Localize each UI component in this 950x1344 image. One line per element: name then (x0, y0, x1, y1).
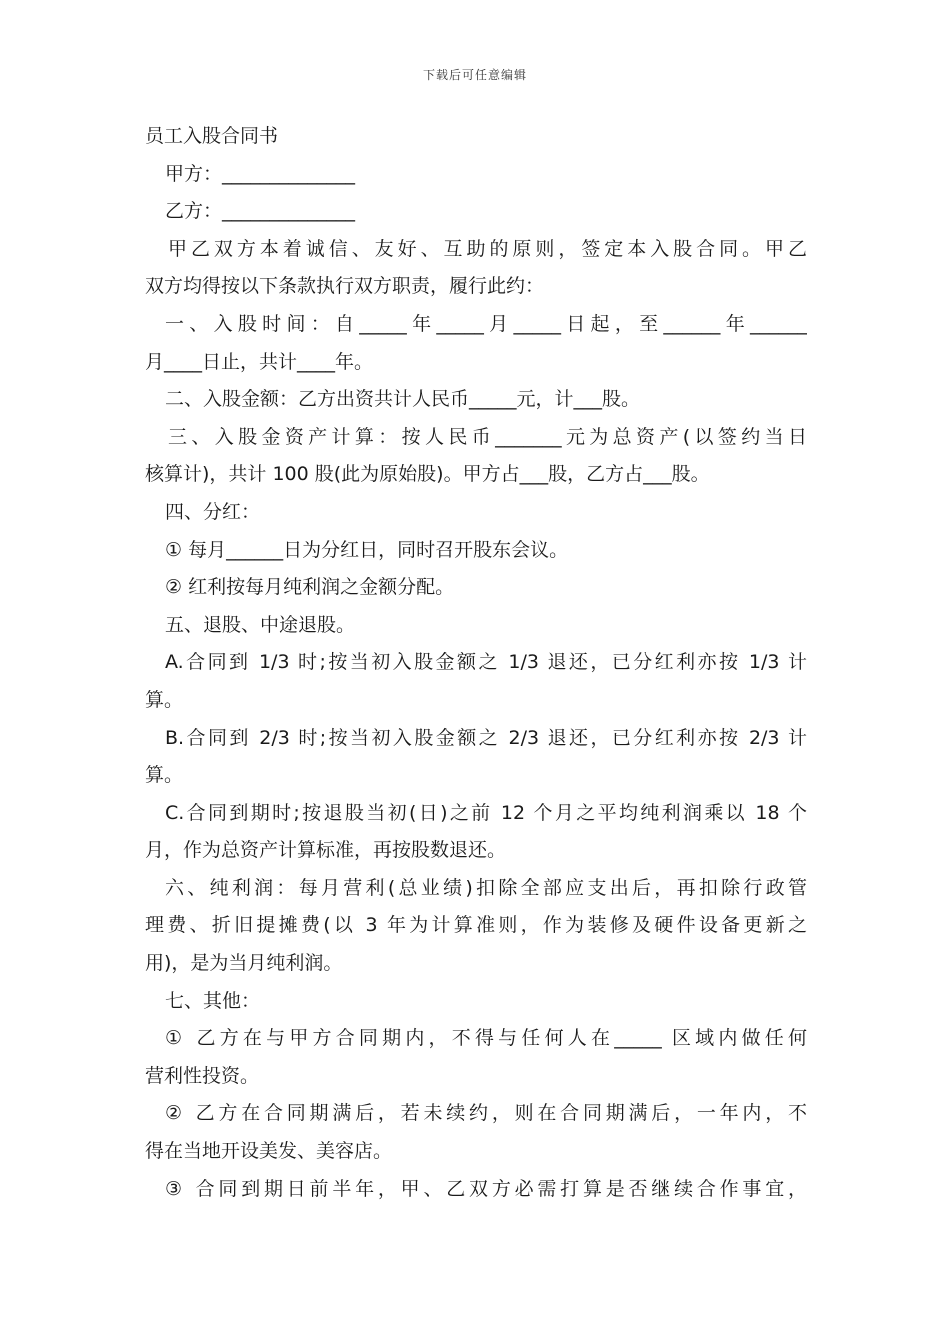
section-3-line-2: 核算计)，共计 100 股(此为原始股)。甲方占___股，乙方占___股。 (145, 463, 710, 486)
party-b-line: 乙方：______________ (165, 200, 356, 223)
section-5-a-line-1: A.合同到 1/3 时;按当初入股金额之 1/3 退还，已分红利亦按 1/3 计 (165, 651, 807, 674)
section-5-heading: 五、退股、中途退股。 (165, 613, 356, 636)
section-6-line-3: 用)，是为当月纯利润。 (145, 952, 343, 975)
party-a-line: 甲方：______________ (165, 162, 356, 185)
section-2-line: 二、入股金额：乙方出资共计人民币_____元，计___股。 (165, 388, 641, 411)
section-5-b-line-1: B.合同到 2/3 时;按当初入股金额之 2/3 退还，已分红利亦按 2/3 计 (165, 726, 807, 749)
document-title: 员工入股合同书 (145, 125, 279, 147)
section-1-line-1: 一、入股时间：自_____年_____月_____日起，至______年______ (165, 312, 807, 335)
section-7-item-2-line-2: 得在当地开设美发、美容店。 (145, 1140, 393, 1163)
section-6-line-2: 理费、折旧提摊费(以 3 年为计算准则，作为装修及硬件设备更新之 (145, 914, 807, 937)
section-7-item-3-line-1: ③ 合同到期日前半年，甲、乙双方必需打算是否继续合作事宜， (165, 1177, 807, 1200)
section-7-item-2-line-1: ② 乙方在合同期满后，若未续约，则在合同期满后，一年内，不 (165, 1102, 807, 1125)
section-5-b-line-2: 算。 (145, 764, 184, 787)
download-note: 下载后可任意编辑 (422, 68, 527, 82)
intro-line-1: 甲乙双方本着诚信、友好、互助的原则，签定本入股合同。甲乙 (168, 237, 807, 260)
section-7-heading: 七、其他： (165, 989, 261, 1012)
section-5-c-line-1: C.合同到期时;按退股当初(日)之前 12 个月之平均纯利润乘以 18 个 (165, 801, 807, 824)
section-6-line-1: 六、纯利润：每月营利(总业绩)扣除全部应支出后，再扣除行政管 (165, 876, 807, 899)
section-4-heading: 四、分红： (165, 500, 261, 523)
section-4-item-2: ② 红利按每月纯利润之金额分配。 (165, 576, 455, 599)
contract-body (145, 118, 807, 1208)
section-7-item-1-line-1: ① 乙方在与甲方合同期内，不得与任何人在_____ 区域内做任何 (165, 1027, 807, 1050)
intro-line-2: 双方均得按以下条款执行双方职责，履行此约： (145, 275, 545, 298)
section-5-a-line-2: 算。 (145, 688, 184, 711)
section-7-item-1-line-2: 营利性投资。 (145, 1064, 260, 1087)
section-1-line-2: 月____日止，共计____年。 (145, 350, 374, 373)
section-4-item-1: ① 每月______日为分红日，同时召开股东会议。 (165, 538, 569, 561)
section-3-line-1: 三、入股金资产计算：按人民币_______元为总资产(以签约当日 (168, 425, 807, 448)
section-5-c-line-2: 月，作为总资产计算标准，再按股数退还。 (145, 839, 507, 862)
